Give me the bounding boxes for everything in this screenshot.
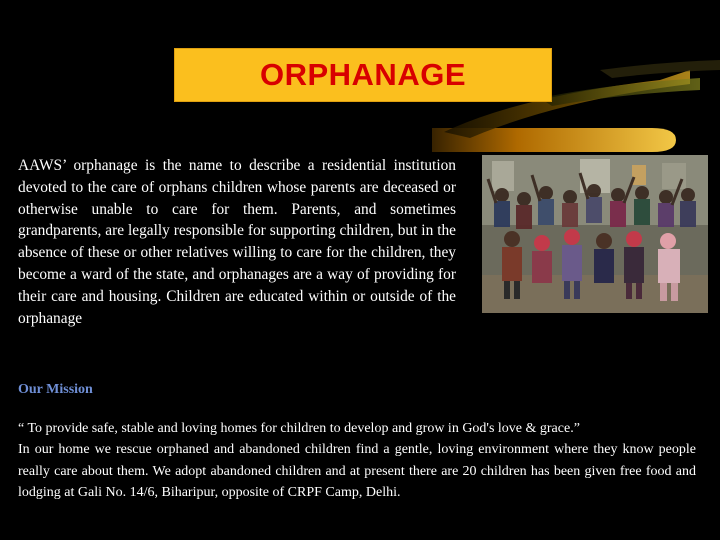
title-banner	[174, 48, 552, 102]
mission-heading: Our Mission	[18, 382, 93, 397]
mission-body: In our home we rescue orphaned and abandoned children find a gentle, loving environment where they know people really care about them. We adopt abandoned children and at present there are 20 children has been given free food and lodging at Gali No. 14/6, Biharipur, opposite of CRPF Camp, Delhi.	[18, 442, 696, 500]
children-group-photo	[482, 155, 708, 313]
mission-quote: “ To provide safe, stable and loving homes for children to develop and grow in God's love & grace.”	[18, 421, 580, 436]
intro-paragraph: AAWS’ orphanage is the name to describe a residential institution devoted to the care of orphans children whose parents are deceased or otherwise unable to care for them. Parents, and sometimes grandparents, are legally responsible for supporting children, but in the absence of these or other relatives willing to care for the children, they become a ward of the state, and orphanages are a way of providing for their care and housing. Children are educated within or outside of the orphanage	[18, 157, 456, 327]
page-title: ORPHANAGE	[259, 57, 466, 92]
